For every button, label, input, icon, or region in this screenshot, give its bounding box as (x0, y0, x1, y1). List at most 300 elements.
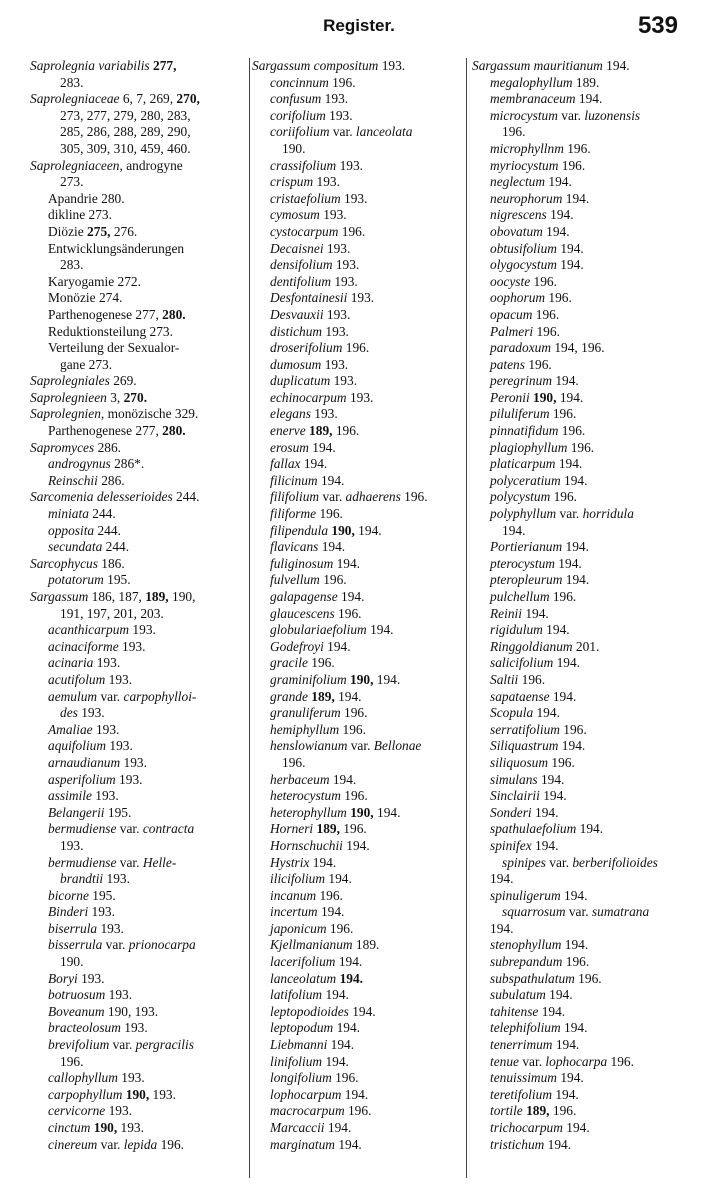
index-text: 194. (308, 439, 336, 455)
index-text: 193. (321, 356, 349, 372)
index-entry-line (30, 971, 248, 988)
index-text: 194. (556, 257, 584, 273)
index-text: 194. (335, 954, 363, 970)
index-text: 244. (94, 522, 121, 538)
index-text: trichocarpum (490, 1120, 563, 1135)
index-text: 196. (331, 1070, 359, 1086)
index-text: 286. (97, 472, 125, 488)
index-text: 196. (574, 970, 602, 986)
index-entry-line (30, 1137, 248, 1154)
index-entry-line (472, 1054, 690, 1071)
index-text: tenerrimum (490, 1037, 553, 1053)
index-text: fuliginosum (270, 555, 334, 571)
index-entry-line (472, 738, 690, 755)
index-entry-line (252, 639, 462, 656)
index-text: 196. (558, 423, 586, 439)
index-text: 196. (340, 788, 368, 804)
index-entry-line (252, 788, 462, 805)
index-text: polycystum (490, 489, 551, 505)
index-text: biserrula (48, 920, 98, 936)
index-entry-line (252, 1004, 462, 1021)
index-text: Belangerii (48, 804, 105, 820)
index-text: 194. (324, 1120, 352, 1135)
index-text: Sargassum compositum (252, 58, 379, 73)
index-text: Saprolegnia variabilis (30, 58, 153, 73)
index-text: platicarpum (490, 456, 556, 472)
index-entry-line (252, 755, 462, 772)
index-text: 194. (521, 605, 549, 621)
index-entry-line (30, 572, 248, 589)
index-text: 194. (533, 705, 560, 721)
index-text: gracile (270, 655, 308, 671)
index-text: 196. (549, 1103, 577, 1119)
index-text: 201. (572, 638, 600, 654)
index-entry-line (472, 556, 690, 573)
index-entry-line (472, 340, 690, 357)
index-entry-line (472, 423, 690, 440)
index-text: cristaefolium (270, 190, 341, 206)
index-text: 190, (350, 804, 374, 820)
index-entry-line (30, 888, 248, 905)
index-text: grande (270, 688, 308, 704)
index-text: androgyne (122, 157, 183, 173)
index-text: echinocarpum (270, 389, 347, 405)
index-text: 194. (322, 1053, 349, 1069)
index-text: 6, 7, 269, (119, 91, 177, 107)
index-text: 195. (103, 572, 131, 588)
index-entry-line (252, 921, 462, 938)
index-text: 196. (545, 290, 572, 306)
index-text: 194. (337, 589, 365, 604)
index-text: corifolium (270, 107, 326, 123)
index-entry-line (252, 705, 462, 722)
index-entry-line (252, 390, 462, 407)
index-text: 194. (556, 1070, 584, 1086)
index-text: 193. (117, 1120, 144, 1135)
index-text: 196. (550, 489, 578, 505)
index-text: 196. (532, 306, 560, 322)
index-text: var. (116, 854, 143, 870)
index-text: 194. (366, 622, 394, 638)
index-text: 190, (168, 589, 196, 604)
index-text: acutifolum (48, 671, 106, 687)
index-text: 196. (319, 572, 347, 588)
index-text: 193. (149, 1086, 176, 1102)
index-entry-line (472, 1020, 690, 1037)
index-text: pinnatifidum (490, 423, 559, 439)
index-text: acanthicarpum (48, 622, 130, 638)
index-entry-line (30, 523, 248, 540)
index-text: 196. (60, 1053, 84, 1069)
index-entry-line (30, 423, 248, 440)
index-text: opposita (48, 522, 95, 538)
index-column-right (472, 58, 690, 1176)
index-text: Saprolegniaceen, (30, 157, 123, 173)
index-text: leptopodioides (270, 1003, 349, 1019)
index-text: 196. (339, 821, 367, 837)
index-text: rigidulum (490, 622, 543, 638)
index-text: fulvellum (270, 572, 320, 588)
index-entry-line (252, 274, 462, 291)
index-text: 196. (316, 887, 343, 903)
index-entry-line (472, 108, 690, 125)
index-entry-line (472, 954, 690, 971)
index-text: 193. (340, 190, 368, 206)
index-text: 194. (544, 1136, 572, 1152)
index-text: Helle- (142, 854, 177, 870)
index-text: var. (347, 738, 374, 754)
index-text: 194. (333, 555, 361, 571)
index-entry-line (252, 523, 462, 540)
index-text: 196. (562, 954, 590, 970)
index-text: callophyllum (48, 1070, 118, 1086)
index-text: Godefroyi (270, 638, 324, 654)
index-text: confusum (270, 91, 322, 107)
index-text: filiforme (270, 506, 317, 522)
index-entry-line (30, 141, 248, 158)
index-text: obtusifolium (490, 240, 557, 256)
index-text: 194. (354, 522, 382, 538)
index-text: 194. (348, 1003, 376, 1019)
index-entry-line (30, 75, 248, 92)
index-text: 194. (562, 572, 590, 588)
index-text: 283. (60, 74, 84, 90)
index-entry-line (252, 954, 462, 971)
index-entry-line (252, 622, 462, 639)
index-text: 196. (157, 1136, 184, 1152)
index-entry-line (30, 639, 248, 656)
index-text: 196. (567, 439, 595, 455)
index-entry-line (472, 274, 690, 291)
index-text: spinuligerum (490, 887, 561, 903)
index-text: 194. (539, 788, 567, 804)
index-text: 193. (321, 91, 349, 107)
index-entry-line (252, 224, 462, 241)
index-text: 189, (145, 589, 169, 604)
index-entry-line (252, 1137, 462, 1154)
index-text: 189, (311, 688, 335, 704)
index-text: 277, (153, 58, 177, 73)
index-entry-line (30, 1054, 248, 1071)
index-entry-line (252, 722, 462, 739)
index-text: Desvauxii (270, 306, 324, 322)
index-text: dentifolium (270, 273, 331, 289)
index-text: 196. (559, 721, 587, 737)
index-entry-line (252, 772, 462, 789)
index-text: 196. (400, 489, 428, 505)
index-text: subulatum (490, 987, 546, 1003)
index-text: 194. (542, 622, 570, 638)
index-text: 193. (77, 705, 105, 721)
index-text: 195. (104, 804, 132, 820)
index-text: subspathulatum (490, 970, 575, 986)
index-entry-line (252, 141, 462, 158)
index-text: 190. (282, 140, 306, 156)
index-text: Reinschii (48, 472, 98, 488)
index-entry-line (472, 689, 690, 706)
index-text: salicifolium (490, 655, 554, 671)
index-entry-line (252, 987, 462, 1004)
index-text: 189, (526, 1103, 550, 1119)
index-text: tristichum (490, 1136, 545, 1152)
index-text: 193. (323, 240, 351, 256)
index-text: 194. (300, 456, 328, 472)
index-entry-line (252, 58, 462, 75)
index-entry-line (472, 489, 690, 506)
index-text: 193. (120, 754, 147, 770)
index-text: lophocarpum (270, 1086, 342, 1102)
index-text: 193. (118, 638, 146, 654)
index-text: 190, (93, 1120, 118, 1135)
index-text: Boryi (48, 970, 78, 986)
index-text: 196. (307, 655, 335, 671)
index-text: 194, 196. (551, 340, 605, 356)
index-text: aquifolium (48, 738, 107, 754)
index-text: distichum (270, 323, 323, 339)
index-text: 194. (317, 904, 345, 920)
index-text: 194. (329, 771, 357, 787)
index-text: simulans (490, 771, 538, 787)
index-text: 244. (102, 539, 130, 555)
index-text: Reduktionsteilung 273. (48, 323, 173, 339)
index-entry-line (30, 1004, 248, 1021)
index-text: 194. (342, 837, 370, 853)
index-text: 194. (327, 1037, 355, 1053)
index-text: 193. (105, 987, 133, 1003)
index-text: 196. (558, 157, 586, 173)
index-entry-line (30, 805, 248, 822)
index-text: oocyste (490, 273, 531, 289)
index-text: Hystrix (270, 854, 310, 870)
index-text: 194. (562, 539, 589, 555)
index-entry-line (472, 589, 690, 606)
index-entry-line (472, 937, 690, 954)
index-text: Sonderi (490, 804, 532, 820)
index-text: gane 273. (60, 356, 113, 372)
index-text: spathulaefolium (490, 821, 577, 837)
index-text: 196. (530, 273, 557, 289)
index-entry-line (30, 1087, 248, 1104)
index-entry-line (30, 124, 248, 141)
index-entry-line (252, 307, 462, 324)
index-entry-line (30, 1020, 248, 1037)
page-title: Register. (323, 16, 395, 35)
index-text: erosum (270, 439, 309, 455)
index-entry-line (472, 324, 690, 341)
index-text: siliquosum (490, 754, 549, 770)
index-text: dikline 273. (48, 207, 112, 223)
index-entry-line (472, 406, 690, 423)
index-text: 196. (326, 920, 354, 936)
index-text: luzonensis (584, 107, 641, 123)
index-entry-line (252, 456, 462, 473)
index-entry-line (472, 1103, 690, 1120)
index-entry-line (252, 1120, 462, 1137)
index-text: 194. (309, 854, 337, 870)
index-entry-line (30, 406, 248, 423)
index-text: 269. (109, 373, 137, 389)
index-text: horridula (582, 506, 634, 522)
index-text: acinaciforme (48, 638, 119, 654)
index-text: latifolium (270, 987, 323, 1003)
index-text: 194. (545, 987, 573, 1003)
index-text: ilicifolium (270, 871, 326, 887)
index-text: 285, 286, 288, 289, 290, (60, 124, 191, 140)
index-entry-line (472, 91, 690, 108)
index-text: 193. (336, 157, 363, 173)
index-text: Diözie (48, 223, 88, 239)
index-entry-line (30, 689, 248, 706)
index-text: asperifolium (48, 771, 116, 787)
index-text: hemiphyllum (270, 721, 340, 737)
index-entry-line (472, 224, 690, 241)
index-text: 193. (106, 738, 133, 754)
index-entry-line (30, 290, 248, 307)
index-text: cinctum (48, 1120, 91, 1135)
index-text: neglectum (490, 174, 546, 190)
page-header (0, 12, 718, 46)
index-entry-line (472, 871, 690, 888)
index-entry-line (252, 1087, 462, 1104)
index-entry-line (252, 689, 462, 706)
index-text: Entwicklungsänderungen (48, 240, 185, 256)
index-text: 193. (325, 107, 353, 123)
index-entry-line (30, 489, 248, 506)
index-text: 194. (334, 1136, 362, 1152)
index-text: glaucescens (270, 605, 335, 621)
index-text: cystocarpum (270, 223, 339, 239)
index-text: 194. (549, 688, 577, 704)
index-entry-line (30, 606, 248, 623)
index-text: 193. (93, 655, 121, 671)
index-text: var. (545, 854, 573, 870)
index-text: 194. (552, 1037, 580, 1053)
index-entry-line (30, 158, 248, 175)
index-entry-line (252, 821, 462, 838)
index-text: 194. (538, 1003, 566, 1019)
index-text: lacerifolium (270, 954, 336, 970)
index-entry-line (472, 904, 690, 921)
index-entry-line (30, 58, 248, 75)
index-text: marginatum (270, 1136, 335, 1152)
index-text: flavicans (270, 539, 319, 555)
index-text: Karyogamie 272. (48, 273, 141, 289)
index-text: Portierianum (490, 539, 563, 555)
index-text: oophorum (490, 290, 546, 306)
index-text: Marcaccii (270, 1120, 325, 1135)
index-entry-line (472, 158, 690, 175)
index-text: globulariaefolium (270, 622, 367, 638)
index-text: var. (109, 1037, 136, 1053)
index-text: macrocarpum (270, 1103, 345, 1119)
index-entry-line (252, 888, 462, 905)
index-entry-line (252, 904, 462, 921)
index-column-left (30, 58, 248, 1176)
index-entry-line (472, 655, 690, 672)
index-entry-line (472, 705, 690, 722)
index-text: Boveanum (48, 1003, 105, 1019)
index-entry-line (30, 556, 248, 573)
index-entry-line (252, 589, 462, 606)
index-text: Parthenogenese 277, (48, 306, 163, 322)
index-text: 194. (531, 837, 559, 853)
index-text: 196. (328, 74, 356, 90)
index-text: Parthenogenese 277, (48, 423, 163, 439)
index-entry-line (472, 75, 690, 92)
index-entry-line (472, 772, 690, 789)
index-text: pulchellum (490, 589, 550, 604)
index-entry-line (472, 921, 690, 938)
index-text: bracteolosum (48, 1020, 121, 1036)
index-text: opacum (490, 306, 533, 322)
index-text: 276. (110, 223, 138, 239)
index-entry-line (30, 390, 248, 407)
index-text: 196. (342, 340, 370, 356)
index-text: 196. (607, 1053, 634, 1069)
column-divider (249, 58, 250, 1178)
index-entry-line (472, 207, 690, 224)
index-entry-line (252, 290, 462, 307)
index-text: 270. (123, 389, 148, 405)
index-text: 194. (490, 920, 514, 936)
index-text: filipendula (270, 522, 329, 538)
index-text: longifolium (270, 1070, 332, 1086)
index-text: 194. (575, 91, 603, 107)
index-text: 193. (378, 58, 406, 73)
index-text: 190, (125, 1086, 150, 1102)
index-entry-line (472, 473, 690, 490)
index-text: 194. (318, 539, 346, 555)
index-entry-line (472, 821, 690, 838)
index-text: 194. (556, 389, 584, 405)
index-text: Kjellmanianum (270, 937, 353, 953)
index-entry-line (30, 1070, 248, 1087)
index-text: neurophorum (490, 190, 563, 206)
index-entry-line (30, 622, 248, 639)
index-text: 194. (602, 58, 630, 73)
index-entry-line (252, 174, 462, 191)
index-text: nigrescens (490, 207, 547, 223)
index-text: peregrinum (490, 373, 552, 389)
index-text: bisserrula (48, 937, 103, 953)
index-text: carpophyllum (48, 1086, 123, 1102)
index-text: polyceratium (490, 472, 561, 488)
index-text: carpophylloi- (123, 688, 197, 704)
index-text: Hornschuchii (270, 837, 343, 853)
index-text: miniata (48, 506, 89, 522)
index-text: 194. (551, 1086, 579, 1102)
index-text: sapataense (490, 688, 550, 704)
index-entry-line (472, 456, 690, 473)
index-text: 194. (542, 223, 570, 239)
index-text: 194. (341, 1086, 369, 1102)
index-text: 280. (162, 423, 186, 439)
index-text: var. (329, 124, 356, 140)
index-entry-line (472, 257, 690, 274)
index-text: spinifex (490, 837, 532, 853)
index-text: 193. (322, 323, 349, 339)
index-entry-line (30, 655, 248, 672)
index-entry-line (30, 241, 248, 258)
index-text: 189, (309, 423, 333, 439)
index-text: incanum (270, 887, 317, 903)
index-text: 189, (316, 821, 340, 837)
index-entry-line (472, 124, 690, 141)
index-entry-line (30, 755, 248, 772)
index-text: berberifolioides (572, 854, 658, 870)
index-entry-line (252, 191, 462, 208)
index-entry-line (30, 373, 248, 390)
